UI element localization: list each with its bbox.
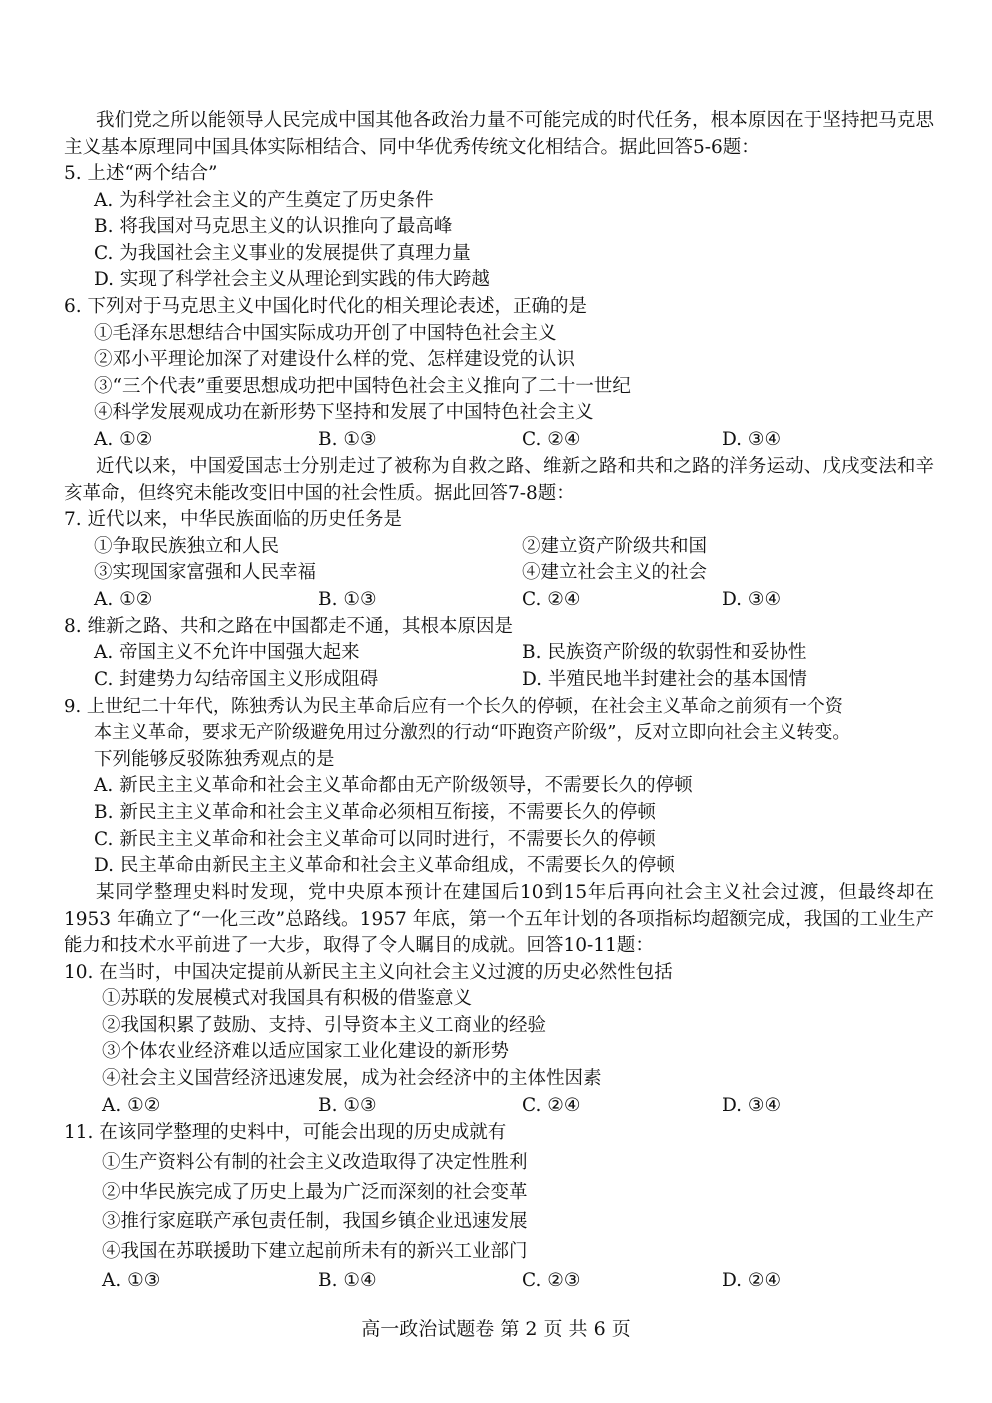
question-8-option-d: D. 半殖民地半封建社会的基本国情 xyxy=(522,669,807,690)
question-6-option-b: B. ①③ xyxy=(318,429,377,450)
question-11-item-4: ④我国在苏联援助下建立起前所未有的新兴工业部门 xyxy=(102,1241,528,1262)
question-8-stem: 8. 维新之路、共和之路在中国都走不通，其根本原因是 xyxy=(64,616,514,637)
question-7-item-2: ②建立资产阶级共和国 xyxy=(522,536,708,557)
question-7-option-a: A. ①② xyxy=(94,589,153,610)
question-8-option-b: B. 民族资产阶级的软弱性和妥协性 xyxy=(522,642,807,663)
question-10-item-3: ③个体农业经济难以适应国家工业化建设的新形势 xyxy=(102,1041,510,1062)
question-11-stem: 11. 在该同学整理的史料中，可能会出现的历史成就有 xyxy=(64,1122,507,1143)
question-7-option-b: B. ①③ xyxy=(318,589,377,610)
question-7-item-1: ①争取民族独立和人民 xyxy=(94,536,280,557)
question-11-option-d: D. ②④ xyxy=(722,1270,782,1291)
question-10-option-b: B. ①③ xyxy=(318,1095,377,1116)
intro-paragraph-1: 我们党之所以能领导人民完成中国其他各政治力量不可能完成的时代任务，根本原因在于坚持把马克思主义基本原理同中国具体实际相结合、同中华优秀传统文化相结合。据此回答5-6题： xyxy=(64,110,934,158)
question-6-option-c: C. ②④ xyxy=(522,429,581,450)
question-11-item-2: ②中华民族完成了历史上最为广泛而深刻的社会变革 xyxy=(102,1182,528,1203)
question-7-item-3: ③实现国家富强和人民幸福 xyxy=(94,562,317,583)
question-9-stem-line-2: 本主义革命，要求无产阶级避免用过分激烈的行动“吓跑资产阶级”，反对立即向社会主义转变。 xyxy=(94,722,851,743)
question-10-item-1: ①苏联的发展模式对我国具有积极的借鉴意义 xyxy=(102,988,473,1009)
question-7-item-4: ④建立社会主义的社会 xyxy=(522,562,708,583)
question-5-option-c: C. 为我国社会主义事业的发展提供了真理力量 xyxy=(94,243,471,264)
question-6-item-2: ②邓小平理论加深了对建设什么样的党、怎样建设党的认识 xyxy=(94,349,576,370)
question-10-option-d: D. ③④ xyxy=(722,1095,782,1116)
question-5-option-d: D. 实现了科学社会主义从理论到实践的伟大跨越 xyxy=(94,269,490,290)
question-5-option-b: B. 将我国对马克思主义的认识推向了最高峰 xyxy=(94,216,453,237)
question-10-option-c: C. ②④ xyxy=(522,1095,581,1116)
question-9-option-b: B. 新民主主义革命和社会主义革命必须相互衔接，不需要长久的停顿 xyxy=(94,802,656,823)
question-10-item-2: ②我国积累了鼓励、支持、引导资本主义工商业的经验 xyxy=(102,1015,547,1036)
intro-paragraph-2: 近代以来，中国爱国志士分别走过了被称为自救之路、维新之路和共和之路的洋务运动、戊戌变法和辛亥革命，但终究未能改变旧中国的社会性质。据此回答7-8题： xyxy=(64,456,934,504)
question-10-item-4: ④社会主义国营经济迅速发展，成为社会经济中的主体性因素 xyxy=(102,1068,602,1089)
question-6-item-3: ③“三个代表”重要思想成功把中国特色社会主义推向了二十一世纪 xyxy=(94,376,631,397)
question-9-stem-line-3: 下列能够反驳陈独秀观点的是 xyxy=(94,749,335,770)
question-8-option-c: C. 封建势力勾结帝国主义形成阻碍 xyxy=(94,669,379,690)
question-7-option-c: C. ②④ xyxy=(522,589,581,610)
question-9-option-a: A. 新民主主义革命和社会主义革命都由无产阶级领导，不需要长久的停顿 xyxy=(94,775,693,796)
intro-paragraph-3: 某同学整理史料时发现，党中央原本预计在建国后10到15年后再向社会主义社会过渡，但最终却在 1953 年确立了“一化三改”总路线。1957 年底，第一个五年计划的各项指标均超额完成，我国的工业生产能力和技术水平前进了一大步，取得了令人瞩目的成就。回答10-11题： xyxy=(64,882,934,956)
question-5-option-a: A. 为科学社会主义的产生奠定了历史条件 xyxy=(94,190,434,211)
question-9-option-d: D. 民主革命由新民主主义革命和社会主义革命组成，不需要长久的停顿 xyxy=(94,855,675,876)
question-6-item-1: ①毛泽东思想结合中国实际成功开创了中国特色社会主义 xyxy=(94,323,557,344)
question-6-stem: 6. 下列对于马克思主义中国化时代化的相关理论表述，正确的是 xyxy=(64,296,588,317)
question-6-item-4: ④科学发展观成功在新形势下坚持和发展了中国特色社会主义 xyxy=(94,402,594,423)
question-8-option-a: A. 帝国主义不允许中国强大起来 xyxy=(94,642,360,663)
question-11-option-a: A. ①③ xyxy=(102,1270,161,1291)
question-11-option-c: C. ②③ xyxy=(522,1270,581,1291)
question-11-item-1: ①生产资料公有制的社会主义改造取得了决定性胜利 xyxy=(102,1152,528,1173)
page-footer: 高一政治试题卷 第 2 页 共 6 页 xyxy=(361,1318,631,1340)
question-9-option-c: C. 新民主主义革命和社会主义革命可以同时进行，不需要长久的停顿 xyxy=(94,829,656,850)
question-6-option-a: A. ①② xyxy=(94,429,153,450)
question-11-item-3: ③推行家庭联产承包责任制，我国乡镇企业迅速发展 xyxy=(102,1211,528,1232)
question-10-option-a: A. ①② xyxy=(102,1095,161,1116)
question-9-stem-line-1: 9. 上世纪二十年代，陈独秀认为民主革命后应有一个长久的停顿，在社会主义革命之前须有一个资 xyxy=(64,696,843,717)
question-6-option-d: D. ③④ xyxy=(722,429,782,450)
question-7-stem: 7. 近代以来，中华民族面临的历史任务是 xyxy=(64,509,403,530)
question-10-stem: 10. 在当时，中国决定提前从新民主主义向社会主义过渡的历史必然性包括 xyxy=(64,962,673,983)
question-5-stem: 5. 上述“两个结合” xyxy=(64,163,218,184)
question-11-option-b: B. ①④ xyxy=(318,1270,377,1291)
question-7-option-d: D. ③④ xyxy=(722,589,782,610)
